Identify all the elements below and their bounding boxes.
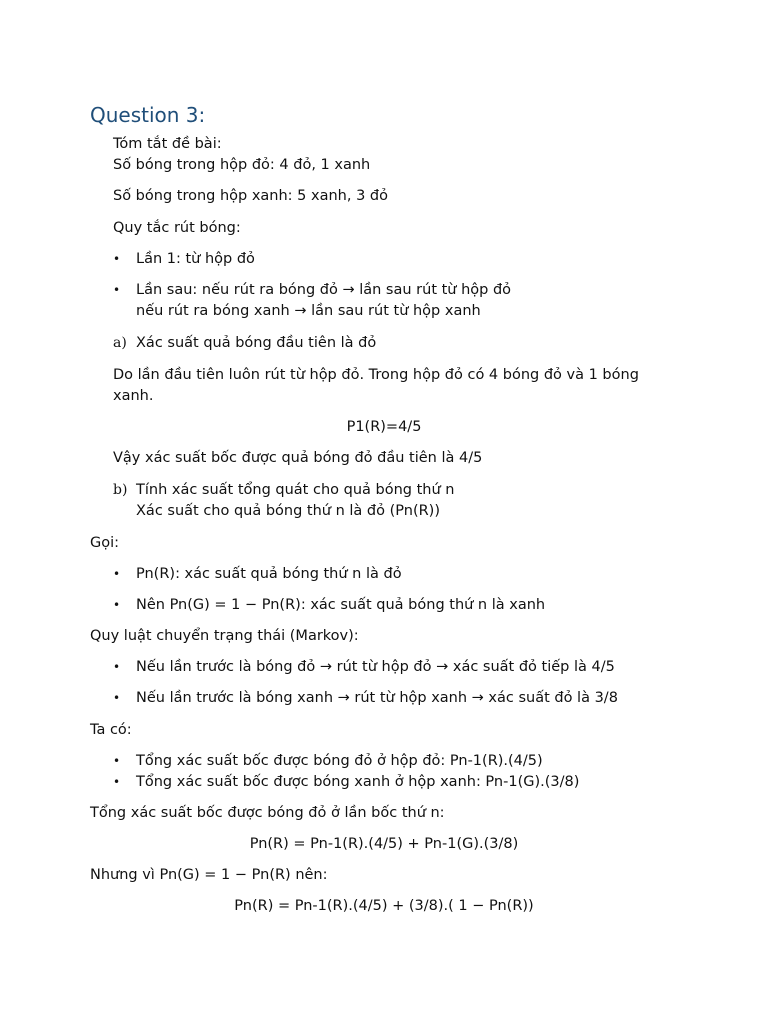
formula-2: Pn(R) = Pn-1(R).(4/5) + (3/8).( 1 − Pn(R)) (234, 898, 534, 914)
goi-label: Gọi: (90, 535, 120, 551)
rule-item: Lần 1: từ hộp đỏ (136, 251, 255, 267)
bullet-icon: • (113, 754, 121, 768)
taco-item: Tổng xác suất bốc được bóng đỏ ở hộp đỏ: Pn-1(R).(4/5) (136, 753, 543, 769)
part-b-title: Tính xác suất tổng quát cho quả bóng thứ n (136, 482, 455, 498)
summary-label: Tóm tắt đề bài: (113, 136, 222, 152)
rule-item: Lần sau: nếu rút ra bóng đỏ → lần sau rút từ hộp đỏ (136, 282, 512, 298)
part-b-marker: b) (113, 482, 128, 498)
red-box-contents: Số bóng trong hộp đỏ: 4 đỏ, 1 xanh (113, 157, 371, 173)
markov-item: Nếu lần trước là bóng đỏ → rút từ hộp đỏ → xác suất đỏ tiếp là 4/5 (136, 659, 615, 675)
goi-item: Nên Pn(G) = 1 − Pn(R): xác suất quả bóng thứ n là xanh (136, 597, 546, 613)
part-a-conclusion: Vậy xác suất bốc được quả bóng đỏ đầu tiên là 4/5 (113, 450, 483, 466)
formula-1: Pn(R) = Pn-1(R).(4/5) + Pn-1(G).(3/8) (249, 836, 519, 852)
rule-label: Quy tắc rút bóng: (113, 220, 241, 236)
bullet-icon: • (113, 567, 121, 581)
rule-item-continuation: nếu rút ra bóng xanh → lần sau rút từ hộp xanh (136, 303, 481, 319)
part-a-marker: a) (113, 335, 127, 351)
bullet-icon: • (113, 775, 121, 789)
part-a-title: Xác suất quả bóng đầu tiên là đỏ (136, 335, 377, 351)
bullet-icon: • (113, 252, 121, 266)
part-b-subtitle: Xác suất cho quả bóng thứ n là đỏ (Pn(R)) (136, 503, 440, 519)
bullet-icon: • (113, 283, 121, 297)
green-box-contents: Số bóng trong hộp xanh: 5 xanh, 3 đỏ (113, 188, 388, 204)
total-label: Tổng xác suất bốc được bóng đỏ ở lần bốc thứ n: (90, 805, 445, 821)
markov-item: Nếu lần trước là bóng xanh → rút từ hộp xanh → xác suất đỏ là 3/8 (136, 690, 618, 706)
goi-item: Pn(R): xác suất quả bóng thứ n là đỏ (136, 566, 402, 582)
markov-label: Quy luật chuyển trạng thái (Markov): (90, 628, 359, 644)
part-a-explanation-line: Do lần đầu tiên luôn rút từ hộp đỏ. Trong hộp đỏ có 4 bóng đỏ và 1 bóng (113, 367, 639, 383)
part-a-formula: P1(R)=4/5 (346, 419, 422, 435)
part-a-explanation-line: xanh. (113, 388, 154, 404)
but-label: Nhưng vì Pn(G) = 1 − Pn(R) nên: (90, 867, 328, 883)
bullet-icon: • (113, 598, 121, 612)
taco-label: Ta có: (90, 722, 132, 738)
bullet-icon: • (113, 691, 121, 705)
taco-item: Tổng xác suất bốc được bóng xanh ở hộp xanh: Pn-1(G).(3/8) (136, 774, 580, 790)
bullet-icon: • (113, 660, 121, 674)
question-heading: Question 3: (90, 103, 206, 127)
